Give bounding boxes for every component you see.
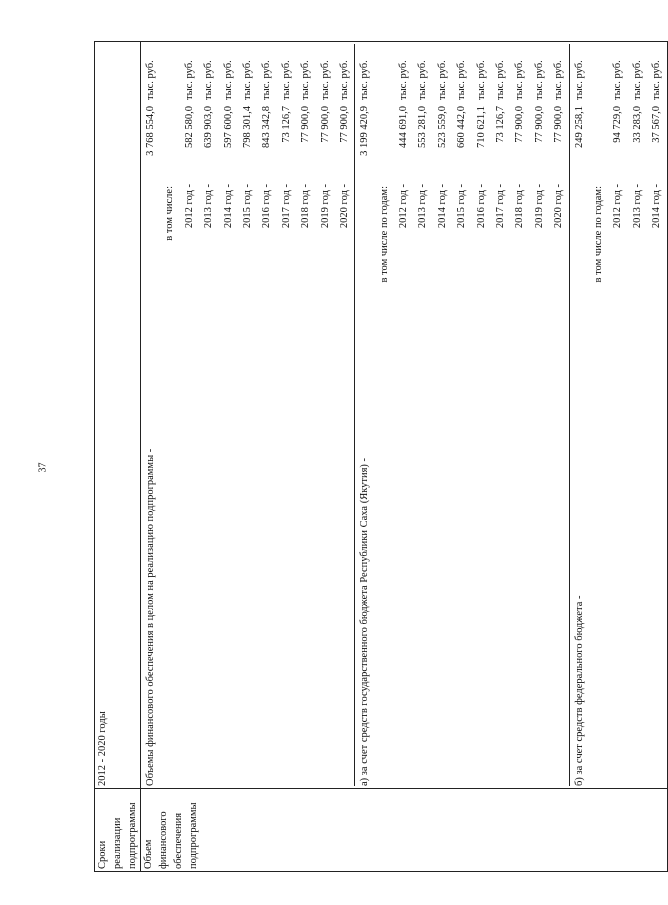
funding-year-row xyxy=(608,44,627,786)
funding-year-label: 2020 год - xyxy=(553,184,565,229)
funding-year-unit: тыс. руб. xyxy=(436,60,448,100)
funding-sub-heading-row xyxy=(160,44,179,786)
funding-year-value: 77 900,0 xyxy=(533,106,545,143)
funding-year-unit: тыс. руб. xyxy=(475,60,487,100)
funding-year-row xyxy=(530,44,549,786)
funding-year-row xyxy=(549,44,568,786)
funding-year-label: 2013 год - xyxy=(631,184,643,229)
funding-summary-unit: тыс. руб. xyxy=(359,60,371,100)
funding-year-value: 553 281,0 xyxy=(417,106,429,148)
funding-year-unit: тыс. руб. xyxy=(553,60,565,100)
funding-summary-value: 3 768 554,0 xyxy=(145,106,156,156)
funding-year-label: 2017 год - xyxy=(495,184,507,229)
table-row-funding xyxy=(141,42,668,872)
funding-summary-label: Объемы финансового обеспечения в целом на реализацию подпрограммы - xyxy=(145,448,156,786)
funding-year-row xyxy=(257,44,276,786)
funding-year-value: 73 126,7 xyxy=(495,106,507,143)
funding-summary-unit: тыс. руб. xyxy=(573,60,585,100)
funding-year-unit: тыс. руб. xyxy=(241,60,253,100)
federal-funding-block xyxy=(569,44,667,786)
funding-year-row xyxy=(472,44,491,786)
total-funding-block xyxy=(141,44,354,786)
funding-year-label: 2014 год - xyxy=(436,184,448,229)
funding-year-unit: тыс. руб. xyxy=(203,60,215,100)
funding-year-label: 2014 год - xyxy=(651,184,663,229)
funding-sub-heading: в том числе: xyxy=(164,186,176,241)
funding-summary-row xyxy=(570,44,589,786)
funding-year-unit: тыс. руб. xyxy=(261,60,273,100)
funding-year-label: 2012 год - xyxy=(183,184,195,229)
funding-year-value: 33 283,0 xyxy=(631,106,643,143)
rotated-table-sheet xyxy=(94,42,663,872)
funding-year-value: 77 900,0 xyxy=(553,106,565,143)
funding-year-value: 582 580,0 xyxy=(183,106,195,148)
funding-summary-row xyxy=(141,44,160,786)
funding-year-label: 2017 год - xyxy=(280,184,292,229)
funding-summary-value: 3 199 420,9 xyxy=(359,106,371,156)
funding-year-unit: тыс. руб. xyxy=(338,60,350,100)
funding-year-unit: тыс. руб. xyxy=(631,60,643,100)
funding-year-row xyxy=(413,44,432,786)
funding-year-value: 843 342,8 xyxy=(261,106,273,148)
funding-value-cell xyxy=(141,42,668,789)
funding-sub-heading: в том числе по годам: xyxy=(378,186,390,283)
funding-year-value: 639 903,0 xyxy=(203,106,215,148)
funding-year-row xyxy=(316,44,335,786)
funding-year-label: 2014 год - xyxy=(222,184,234,229)
funding-year-row xyxy=(628,44,647,786)
funding-year-label: 2015 год - xyxy=(456,184,468,229)
funding-year-row xyxy=(277,44,296,786)
funding-year-value: 523 559,0 xyxy=(436,106,448,148)
funding-year-unit: тыс. руб. xyxy=(300,60,312,100)
funding-year-value: 77 900,0 xyxy=(300,106,312,143)
funding-year-row xyxy=(238,44,257,786)
period-value-cell: 2012 - 2020 годы xyxy=(95,42,141,789)
funding-year-value: 94 729,0 xyxy=(612,106,624,143)
funding-year-label: 2019 год - xyxy=(533,184,545,229)
funding-year-label: 2016 год - xyxy=(475,184,487,229)
funding-summary-label: а) за счет средств государственного бюджета Республики Саха (Якутия) - xyxy=(359,457,371,786)
funding-year-row xyxy=(296,44,315,786)
funding-year-label: 2012 год - xyxy=(398,184,410,229)
funding-year-row xyxy=(491,44,510,786)
funding-year-row xyxy=(219,44,238,786)
funding-year-row xyxy=(394,44,413,786)
funding-year-unit: тыс. руб. xyxy=(612,60,624,100)
funding-sub-heading-row xyxy=(589,44,608,786)
funding-year-value: 77 900,0 xyxy=(319,106,331,143)
funding-year-row xyxy=(433,44,452,786)
funding-summary-unit: тыс. руб. xyxy=(145,60,156,100)
funding-year-unit: тыс. руб. xyxy=(183,60,195,100)
funding-summary-value: 249 258,1 xyxy=(573,106,585,148)
funding-year-unit: тыс. руб. xyxy=(514,60,526,100)
funding-year-value: 73 126,7 xyxy=(280,106,292,143)
funding-summary-row xyxy=(355,44,374,786)
funding-year-row xyxy=(452,44,471,786)
funding-year-label: 2018 год - xyxy=(300,184,312,229)
funding-year-row xyxy=(647,44,666,786)
funding-year-value: 660 442,0 xyxy=(456,106,468,148)
funding-year-unit: тыс. руб. xyxy=(417,60,429,100)
funding-year-unit: тыс. руб. xyxy=(398,60,410,100)
funding-year-value: 77 900,0 xyxy=(514,106,526,143)
funding-year-unit: тыс. руб. xyxy=(222,60,234,100)
funding-year-value: 597 600,0 xyxy=(222,106,234,148)
funding-sub-heading: в том числе по годам: xyxy=(592,186,604,283)
funding-year-row xyxy=(199,44,218,786)
page-number: 37 xyxy=(37,462,49,473)
funding-year-unit: тыс. руб. xyxy=(533,60,545,100)
funding-year-label: 2016 год - xyxy=(261,184,273,229)
funding-year-value: 37 567,0 xyxy=(651,106,663,143)
funding-year-unit: тыс. руб. xyxy=(495,60,507,100)
funding-year-label: 2020 год - xyxy=(338,184,350,229)
funding-year-unit: тыс. руб. xyxy=(319,60,331,100)
funding-year-row xyxy=(180,44,199,786)
funding-year-value: 798 301,4 xyxy=(241,106,253,148)
regional-funding-block xyxy=(354,44,568,786)
funding-summary-label: б) за счет средств федерального бюджета - xyxy=(573,595,585,786)
funding-year-value: 77 900,0 xyxy=(338,106,350,143)
funding-year-label: 2012 год - xyxy=(612,184,624,229)
passport-table xyxy=(94,41,668,872)
funding-year-label: 2019 год - xyxy=(319,184,331,229)
funding-label-cell: Объем финансового обеспечения подпрограммы xyxy=(141,789,668,872)
funding-year-unit: тыс. руб. xyxy=(456,60,468,100)
funding-year-unit: тыс. руб. xyxy=(280,60,292,100)
funding-year-value: 710 621,1 xyxy=(475,106,487,148)
table-row-period xyxy=(95,42,141,872)
funding-sub-heading-row xyxy=(375,44,394,786)
funding-year-unit: тыс. руб. xyxy=(651,60,663,100)
funding-year-value: 444 691,0 xyxy=(398,106,410,148)
period-label-cell: Сроки реализации подпрограммы xyxy=(95,789,141,872)
funding-year-label: 2015 год - xyxy=(241,184,253,229)
funding-year-label: 2013 год - xyxy=(203,184,215,229)
funding-year-label: 2013 год - xyxy=(417,184,429,229)
funding-year-label: 2018 год - xyxy=(514,184,526,229)
funding-year-row xyxy=(510,44,529,786)
funding-year-row xyxy=(335,44,354,786)
